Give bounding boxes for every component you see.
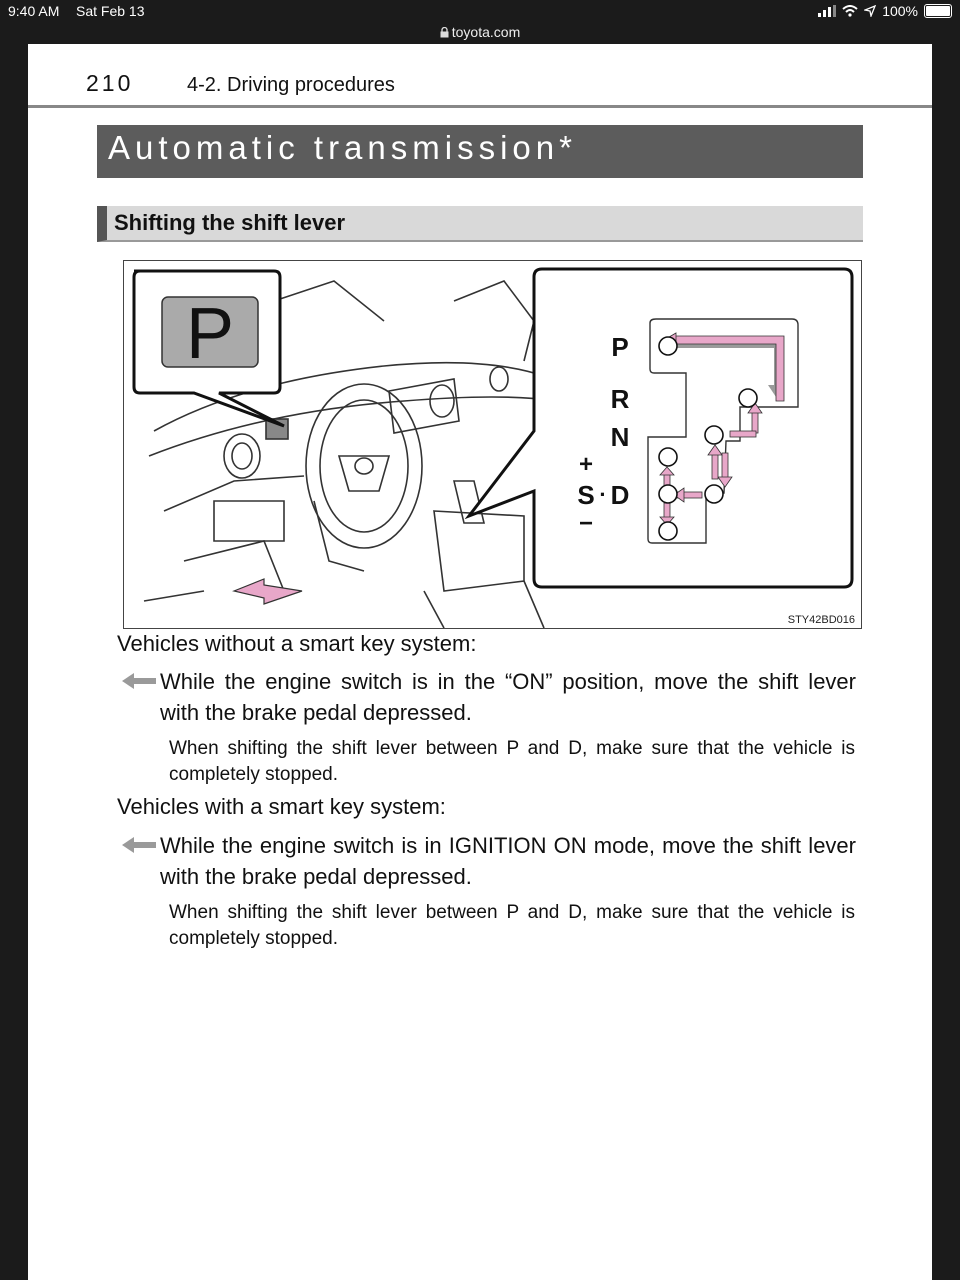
gear-label-plus: + xyxy=(578,451,594,478)
page-title: Automatic transmission* xyxy=(108,129,577,166)
subheading: Shifting the shift lever xyxy=(114,210,346,235)
shift-gate-callout xyxy=(469,269,852,587)
battery-icon xyxy=(924,4,952,18)
gear-label-dot: · xyxy=(599,482,607,507)
status-time: 9:40 AM xyxy=(8,3,60,19)
lock-icon xyxy=(440,27,449,38)
gear-label-d: D xyxy=(610,480,630,510)
gear-label-minus: − xyxy=(578,510,594,537)
battery-percent: 100% xyxy=(882,3,918,19)
block-1-note: When shifting the shift lever between P and D, make sure that the vehicle is completely stopped. xyxy=(169,738,855,785)
block-2-lead: Vehicles with a smart key system: xyxy=(117,794,446,819)
header-rule xyxy=(28,105,932,108)
manual-page xyxy=(28,44,932,1280)
page-number: 210 xyxy=(86,70,134,96)
signal-icon xyxy=(818,5,836,17)
url-bar[interactable] xyxy=(0,22,960,44)
shift-lever-figure xyxy=(123,260,862,629)
figure-code: STY42BD016 xyxy=(787,614,855,626)
url-text: toyota.com xyxy=(451,24,521,40)
status-date: Sat Feb 13 xyxy=(76,3,145,19)
block-2-note: When shifting the shift lever between P and D, make sure that the vehicle is completely stopped. xyxy=(169,902,855,949)
title-banner xyxy=(97,125,863,178)
status-right xyxy=(818,3,952,19)
gear-label-n: N xyxy=(610,422,630,452)
brake-pedal-arrow xyxy=(234,579,302,604)
block-1-bullet-text: While the engine switch is in the “ON” position, move the shift lever with the brake pedal depressed. xyxy=(160,669,856,725)
subheading-bar xyxy=(97,206,863,242)
gear-label-r: R xyxy=(610,384,630,414)
arrow-left-icon xyxy=(122,836,158,854)
dashboard-illustration xyxy=(124,261,861,628)
gear-label-s: S xyxy=(577,480,595,510)
wifi-icon xyxy=(842,5,858,17)
arrow-left-icon xyxy=(122,672,158,690)
block-1-bullet xyxy=(160,666,856,728)
block-2-bullet-text: While the engine switch is in IGNITION ON mode, move the shift lever with the brake pedal depressed. xyxy=(160,833,856,889)
location-icon xyxy=(864,5,876,17)
section-heading: 4-2. Driving procedures xyxy=(187,74,395,96)
block-1-lead: Vehicles without a smart key system: xyxy=(117,631,477,656)
gear-label-p: P xyxy=(611,332,629,362)
block-2-bullet xyxy=(160,830,856,892)
p-indicator-letter: P xyxy=(185,294,235,374)
status-bar xyxy=(0,0,960,22)
